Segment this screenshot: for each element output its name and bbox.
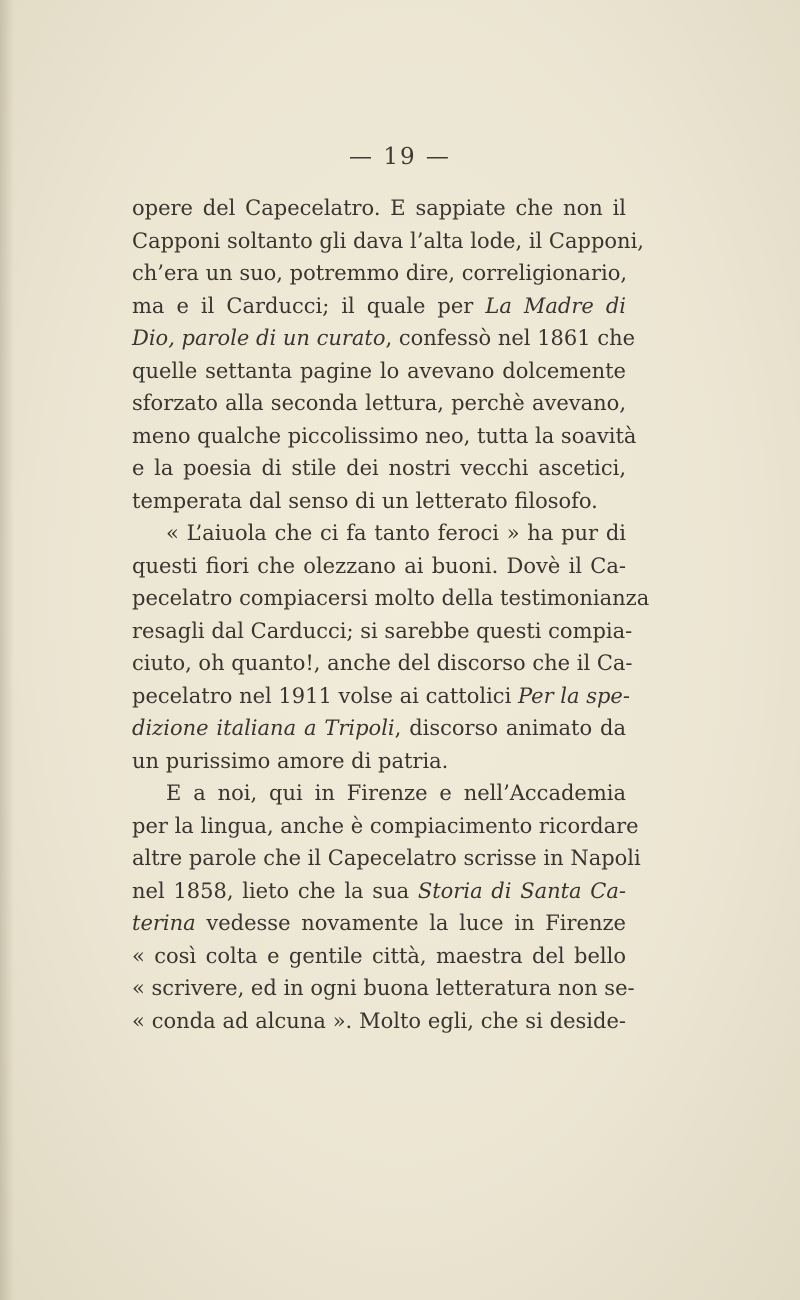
text-segment: E a noi, qui in Firenze e nell’Accademia	[166, 781, 626, 805]
text-line	[132, 1005, 626, 1038]
italic-title-text: dizione italiana a Tripoli	[132, 716, 395, 740]
text-line	[132, 225, 644, 258]
text-segment: , discorso animato da	[394, 716, 626, 740]
text-segment: resagli dal Carducci; si sarebbe questi compia-	[132, 618, 633, 643]
text-line	[132, 875, 626, 908]
text-segment: pecelatro nel 1911 volse ai cattolici	[132, 683, 518, 708]
text-line	[132, 257, 626, 290]
text-line	[132, 452, 626, 485]
text-line	[132, 485, 626, 518]
italic-title-text: La Madre di	[485, 293, 626, 318]
text-line	[132, 777, 626, 810]
text-segment: temperata dal senso di un letterato filosofo.	[132, 488, 598, 513]
page-number: — 19 —	[349, 144, 451, 170]
text-segment: altre parole che il Capecelatro scrisse in Napoli	[132, 846, 641, 870]
text-segment: quelle settanta pagine lo avevano dolcemente	[132, 358, 626, 383]
text-line	[132, 940, 626, 973]
text-line	[132, 680, 630, 713]
text-line	[132, 810, 639, 843]
italic-title-text: terina	[132, 911, 196, 935]
text-line	[132, 972, 635, 1005]
text-segment: sforzato alla seconda lettura, perchè avevano,	[132, 391, 626, 415]
text-line	[132, 322, 636, 355]
text-line	[132, 842, 641, 875]
text-segment: nel 1858, lieto che la sua	[132, 878, 418, 903]
text-line	[132, 582, 650, 615]
text-line	[132, 387, 626, 420]
text-line	[132, 550, 626, 583]
text-line	[132, 615, 633, 648]
text-segment: « così colta e gentile città, maestra del bello	[132, 943, 626, 968]
page-edge-shadow	[0, 0, 14, 1300]
text-line	[132, 745, 626, 778]
text-line	[132, 647, 633, 680]
text-segment: un purissimo amore di patria.	[132, 748, 449, 773]
text-segment: e la poesia di stile dei nostri vecchi ascetici,	[132, 456, 626, 480]
text-segment: per la lingua, anche è compiacimento ricordare	[132, 813, 639, 838]
text-segment: ciuto, oh quanto!, anche del discorso che il Ca-	[132, 651, 633, 675]
text-segment: « L’aiuola che ci fa tanto feroci » ha pur di	[166, 521, 626, 545]
italic-title-text: Dio, parole di un curato	[132, 326, 386, 350]
text-segment: meno qualche piccolissimo neo, tutta la soavità	[132, 423, 637, 448]
text-segment: , confessò nel 1861 che	[385, 326, 636, 350]
text-segment: Capponi soltanto gli dava l’alta lode, il Capponi,	[132, 228, 644, 253]
text-segment: questi fiori che olezzano ai buoni. Dovè il Ca-	[132, 553, 626, 578]
text-line	[132, 517, 626, 550]
text-segment: opere del Capecelatro. E sappiate che non il	[132, 196, 626, 220]
italic-title-text: Per la spe-	[517, 683, 630, 708]
text-line	[132, 192, 626, 225]
text-segment: « conda ad alcuna ». Molto egli, che si deside-	[132, 1008, 626, 1033]
italic-title-text: Storia di Santa Ca-	[417, 878, 626, 903]
text-line	[132, 712, 626, 745]
text-segment: « scrivere, ed in ogni buona letteratura non se-	[132, 976, 635, 1000]
text-segment: ch’era un suo, potremmo dire, correligionario,	[132, 261, 628, 285]
text-line	[132, 907, 626, 940]
body-text	[132, 192, 650, 1037]
text-segment: vedesse novamente la luce in Firenze	[195, 911, 626, 935]
text-line	[132, 420, 637, 453]
text-segment: ma e il Carducci; il quale per	[132, 293, 486, 318]
text-line	[132, 290, 626, 323]
text-line	[132, 355, 626, 388]
text-segment: pecelatro compiacersi molto della testimonianza	[132, 586, 650, 610]
